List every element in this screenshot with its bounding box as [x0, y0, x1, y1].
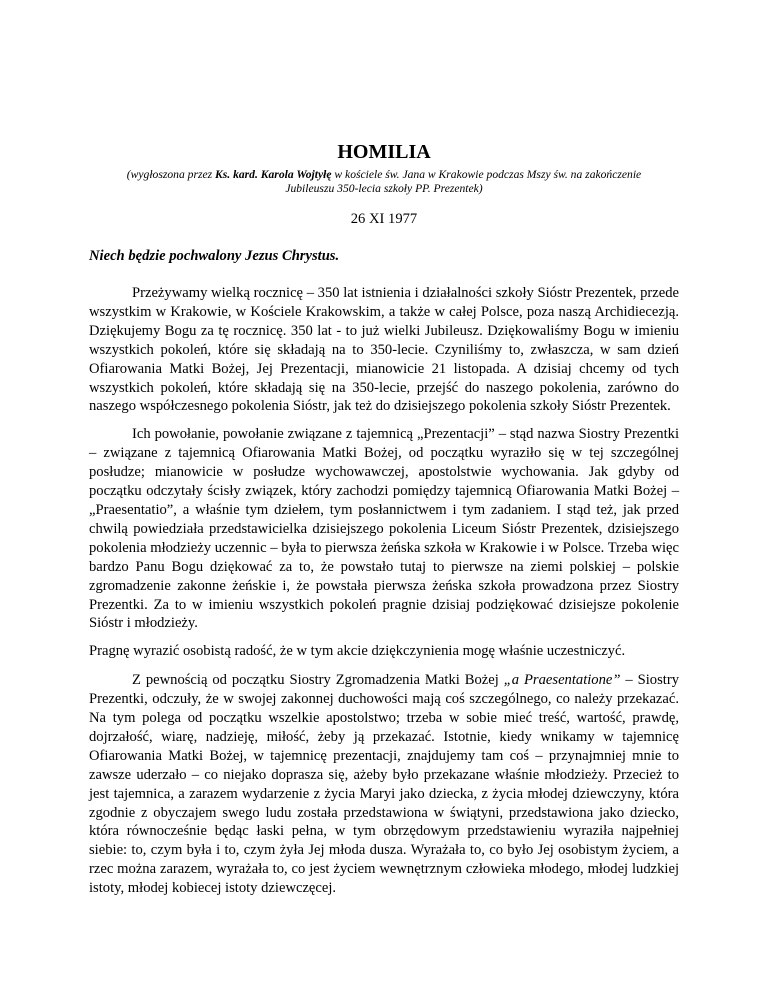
- page-title: HOMILIA: [337, 141, 431, 163]
- paragraph-4-start: Z pewnością od początku Siostry Zgromadzenia Matki Bożej: [132, 672, 504, 689]
- subtitle-intro: (wygłoszona przez: [126, 168, 216, 181]
- page-subtitle: [89, 168, 679, 196]
- document-page: [89, 140, 679, 907]
- paragraph-3: Pragnę wyrazić osobistą radość, że w tym akcie dziękczynienia mogę właśnie uczestniczyć.: [89, 643, 626, 660]
- homily-date: 26 XI 1977: [350, 211, 418, 227]
- paragraph-1: Przeżywamy wielką rocznicę – 350 lat istnienia i działalności szkoły Sióstr Prezentek, przede wszystkim w Krakowie, w Kościele Krakowskim, a także w całej Polsce, poza naszą Archidiecezją. Dziękujemy Bogu za tę rocznicę. 350 lat - to już wielki Jubileusz. Dziękowaliśmy Bogu w imieniu wszystkich pokoleń, które się składają na to 350-lecie. Czyniliśmy to, zwłaszcza, w sam dzień Ofiarowania Matki Bożej, Jej Prezentacji, mianowicie 21 listopada. A dzisiaj chcemy od tych wszystkich pokoleń, które składają się na 350-lecie, przejść do naszego pokolenia, zarówno do naszego współczesnego pokolenia Sióstr, jak też do dzisiejszego pokolenia szkoły Sióstr Prezentek.: [89, 285, 679, 415]
- subtitle-occasion: w kościele św. Jana w Krakowie podczas Mszy św. na zakończenie: [331, 168, 642, 181]
- paragraph-2: Ich powołanie, powołanie związane z tajemnicą „Prezentacji” – stąd nazwa Siostry Prezentki – związane z tajemnicą Ofiarowania Matki Bożej, od początku wyraziło się w tej szczególnej posłudze; mianowicie w posłudze wychowawczej, apostolstwie wychowania. Jak gdyby od początku odczytały ścisły związek, który zachodzi pomiędzy tajemnicą Ofiarowania Matki Bożej – „Praesentatio”, a właśnie tym dziełem, tym posłannictwem i tym zadaniem. I stąd też, jak przed chwilą powiedziała przedstawicielka dzisiejszego pokolenia Liceum Sióstr Prezentek, dzisiejszego pokolenia młodzieży uczennic – była to pierwsza żeńska szkoła w Krakowie i w Polsce. Trzeba więc bardzo Panu Bogu dziękować za to, że powstało tutaj to pierwsze na ziemi polskiej – polskie zgromadzenie zakonne żeńskie i, że powstała pierwsza żeńska szkoła prowadzona przez Siostry Prezentki. Za to w imieniu wszystkich pokoleń pragnie dzisiaj podziękować dzisiejsze pokolenie Sióstr i młodzieży.: [89, 426, 679, 632]
- paragraph-4: [89, 671, 679, 898]
- paragraph-4-rest: – Siostry Prezentki, odczuły, że w swojej zakonnej duchowości mają coś szczególnego, co należy przekazać. Na tym polega od początku wszelkie apostolstwo; trzeba w sobie mieć treść, wartość, prawdę, dojrzałość, wiarę, nadzieję, miłość, żeby ją przekazać. Istotnie, kiedy wnikamy w tajemnicę Ofiarowania Matki Bożej, w tajemnicę prezentacji, znajdujemy tam coś – przynajmniej mnie to zawsze uderzało – co niejako doprasza się, ażeby było przekazane właśnie młodzieży. Przecież to jest tajemnica, a zarazem wydarzenie z życia Maryi jako dziecka, z życia młodej dziewczyny, która zgodnie z obyczajem swego ludu została przedstawiona w świątyni, przedstawiona jako dziecko, która równocześnie będąc łaski pełna, w tym obrzędowym przedstawieniu wyraziła najpełniej siebie: to, czym była i to, czym żyła Jej młoda dusza. Wyrażała to, co było Jej osobistym życiem, a rzec można zarazem, wyrażała to, co jest życiem wewnętrznym człowieka młodego, młodej ludzkiej istoty, młodej kobiecej istoty dziewczęcej.: [89, 672, 679, 897]
- greeting: Niech będzie pochwalony Jezus Chrystus.: [89, 248, 340, 264]
- subtitle-line-2: Jubileuszu 350-lecia szkoły PP. Prezentek): [285, 182, 483, 195]
- subtitle-author: Ks. kard. Karola Wojtyłę: [215, 168, 332, 181]
- paragraph-4-latin-phrase: „a Praesentatione”: [503, 672, 621, 689]
